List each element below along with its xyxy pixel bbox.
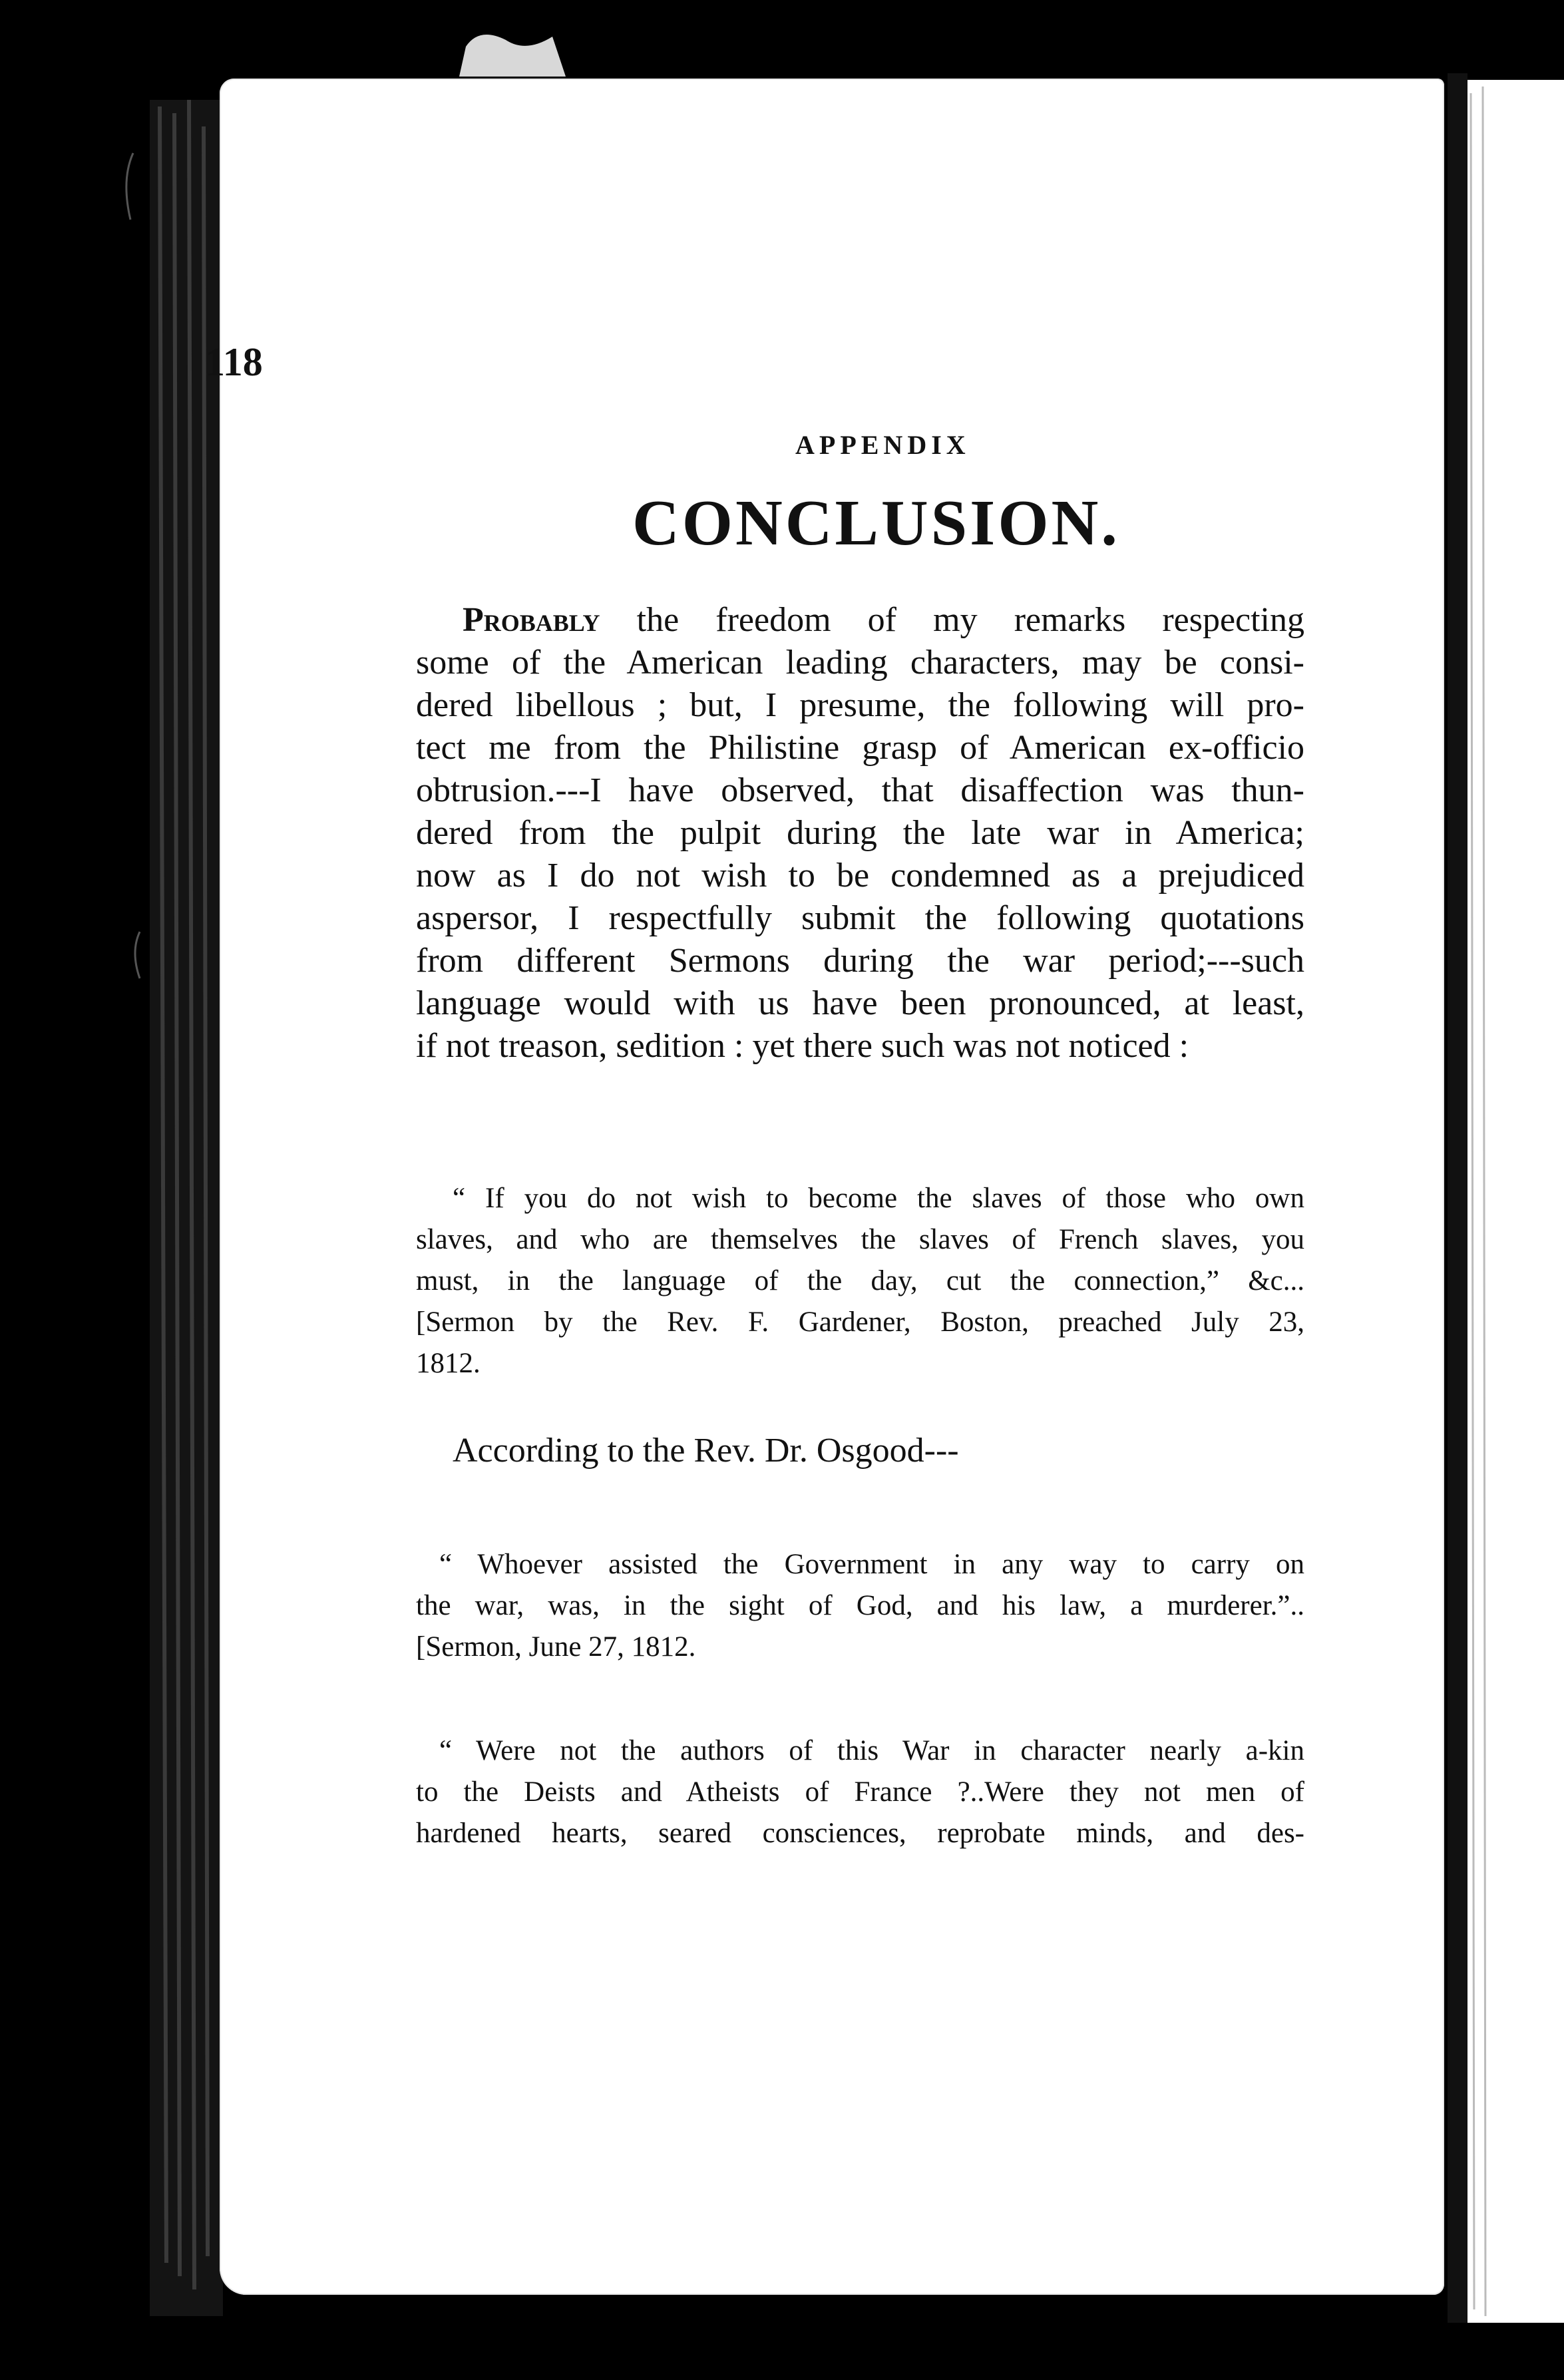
quote-line: “ Whoever assisted the Government in any way to carry on bbox=[439, 1549, 1304, 1580]
quote-line: must, in the language of the day, cut the connection,” &c... bbox=[416, 1265, 1304, 1296]
quote-line: to the Deists and Atheists of France ?..Were they not men of bbox=[416, 1776, 1304, 1808]
quote-line: the war, was, in the sight of God, and his law, a murderer.”.. bbox=[416, 1590, 1304, 1621]
page-number: 118 bbox=[205, 340, 263, 384]
paragraph-line: language would with us have been pronounced, at least, bbox=[416, 984, 1304, 1022]
quote-war-authors bbox=[416, 1730, 1304, 1854]
paragraph-line: dered from the pulpit during the late war in America; bbox=[416, 814, 1304, 852]
quote-line: “ If you do not wish to become the slaves of those who own bbox=[453, 1183, 1304, 1214]
paragraph-line bbox=[416, 599, 1304, 642]
quote-line: [Sermon, June 27, 1812. bbox=[416, 1631, 696, 1663]
paragraph-line: obtrusion.---I have observed, that disaffection was thun- bbox=[416, 771, 1304, 809]
paragraph-line: if not treason, sedition : yet there such was not noticed : bbox=[416, 1027, 1189, 1065]
paragraph-line: dered libellous ; but, I presume, the following will pro- bbox=[416, 686, 1304, 724]
paragraph-line: tect me from the Philistine grasp of American ex-officio bbox=[416, 729, 1304, 767]
paragraph-line: aspersor, I respectfully submit the following quotations bbox=[416, 899, 1304, 937]
quote-line: hardened hearts, seared consciences, reprobate minds, and des- bbox=[416, 1818, 1304, 1849]
osgood-intro: According to the Rev. Dr. Osgood--- bbox=[453, 1432, 959, 1470]
quote-line: [Sermon by the Rev. F. Gardener, Boston, preached July 23, bbox=[416, 1306, 1304, 1338]
quote-line: slaves, and who are themselves the slaves of French slaves, you bbox=[416, 1224, 1304, 1255]
lead-word: Probably bbox=[463, 601, 600, 639]
quote-osgood bbox=[416, 1544, 1304, 1668]
section-heading: CONCLUSION. bbox=[632, 487, 1120, 559]
quote-line: 1812. bbox=[416, 1348, 481, 1379]
paragraph-line: from different Sermons during the war period;---such bbox=[416, 942, 1304, 980]
quote-gardener bbox=[416, 1178, 1304, 1384]
intro-paragraph bbox=[416, 599, 1304, 1068]
paragraph-line: some of the American leading characters, may be consi- bbox=[416, 644, 1304, 682]
paragraph-line: now as I do not wish to be condemned as a prejudiced bbox=[416, 857, 1304, 894]
quote-line: “ Were not the authors of this War in character nearly a-kin bbox=[439, 1735, 1304, 1766]
paragraph-line-text: the freedom of my remarks respecting bbox=[636, 601, 1304, 639]
running-head: APPENDIX bbox=[795, 430, 970, 460]
